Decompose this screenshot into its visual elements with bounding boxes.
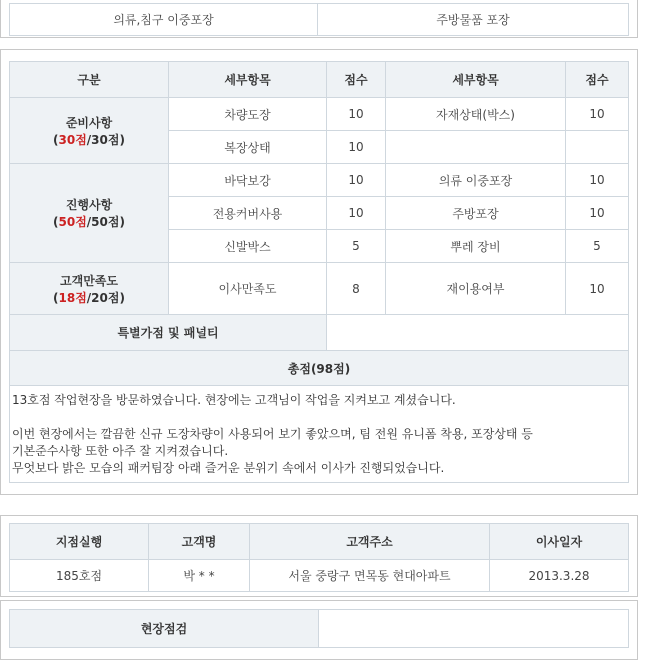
category-satisfaction: 고객만족도 (18점/20점) (10, 263, 169, 315)
info-table (9, 523, 629, 592)
packaging-cell-left: 의류,침구 이중포장 (10, 4, 318, 36)
score-cell: 10 (566, 164, 629, 197)
header-score-1: 점수 (327, 62, 386, 98)
inspection-table (9, 609, 629, 648)
packaging-cell-right: 주방물품 포장 (318, 4, 629, 36)
category-progress: 진행사항 (50점/50점) (10, 164, 169, 263)
item-cell: 신발박스 (169, 230, 327, 263)
category-name: 고객만족도 (60, 273, 118, 288)
item-cell: 재이용여부 (386, 263, 566, 315)
score-cell (566, 131, 629, 164)
header-address: 고객주소 (250, 524, 490, 560)
category-score: 50점 (58, 215, 87, 229)
inspection-header-empty (319, 610, 629, 648)
category-total: /30점 (86, 132, 120, 147)
score-cell: 10 (327, 131, 386, 164)
item-cell: 전용커버사용 (169, 197, 327, 230)
info-panel (0, 515, 638, 597)
branch-cell: 185호점 (10, 560, 149, 592)
header-item-2: 세부항목 (386, 62, 566, 98)
item-cell: 차량도장 (169, 98, 327, 131)
score-cell: 10 (566, 263, 629, 315)
score-cell: 5 (327, 230, 386, 263)
packaging-table (9, 3, 629, 36)
score-cell: 5 (566, 230, 629, 263)
memo-line: 무엇보다 밝은 모습의 패커팀장 아래 즐거운 분위기 속에서 이사가 진행되었습니다. (12, 461, 445, 475)
item-cell: 뿌레 장비 (386, 230, 566, 263)
header-category: 구분 (10, 62, 169, 98)
total-score: 총점(98점) (10, 351, 629, 386)
item-cell: 복장상태 (169, 131, 327, 164)
header-item-1: 세부항목 (169, 62, 327, 98)
header-move-date: 이사일자 (490, 524, 629, 560)
item-cell: 의류 이중포장 (386, 164, 566, 197)
inspection-memo (10, 386, 629, 483)
customer-cell: 박 * * (149, 560, 250, 592)
score-cell: 10 (327, 164, 386, 197)
inspection-panel (0, 600, 638, 660)
item-cell: 자재상태(박스) (386, 98, 566, 131)
score-cell: 10 (327, 197, 386, 230)
score-cell: 10 (327, 98, 386, 131)
special-points-label: 특별가점 및 패널티 (10, 315, 327, 351)
memo-line: 13호점 작업현장을 방문하였습니다. 현장에는 고객님이 작업을 지켜보고 계셨습니다. (12, 393, 456, 407)
header-score-2: 점수 (566, 62, 629, 98)
memo-line: 이번 현장에서는 깔끔한 신규 도장차량이 사용되어 보기 좋았으며, 팀 전원 유니폼 착용, 포장상태 등 (12, 427, 533, 441)
inspection-header: 현장점검 (10, 610, 319, 648)
header-branch: 지점실행 (10, 524, 149, 560)
category-prep: 준비사항 (30점/30점) (10, 98, 169, 164)
category-name: 준비사항 (65, 115, 113, 130)
top-panel (0, 0, 638, 38)
score-panel (0, 49, 638, 495)
category-score: 30점 (58, 132, 87, 147)
category-total: /50점 (86, 215, 120, 229)
item-cell: 주방포장 (386, 197, 566, 230)
item-cell: 이사만족도 (169, 263, 327, 315)
memo-line: 기본준수사항 또한 아주 잘 지켜졌습니다. (12, 444, 229, 458)
item-cell (386, 131, 566, 164)
special-points-value (327, 315, 629, 351)
item-cell: 바닥보강 (169, 164, 327, 197)
score-cell: 10 (566, 98, 629, 131)
category-name: 진행사항 (65, 198, 113, 212)
score-table (9, 61, 629, 483)
score-cell: 8 (327, 263, 386, 315)
address-cell: 서울 중랑구 면목동 현대아파트 (250, 560, 490, 592)
category-total: /20점 (86, 290, 120, 305)
header-customer: 고객명 (149, 524, 250, 560)
category-score: 18점 (58, 290, 87, 305)
score-cell: 10 (566, 197, 629, 230)
move-date-cell: 2013.3.28 (490, 560, 629, 592)
